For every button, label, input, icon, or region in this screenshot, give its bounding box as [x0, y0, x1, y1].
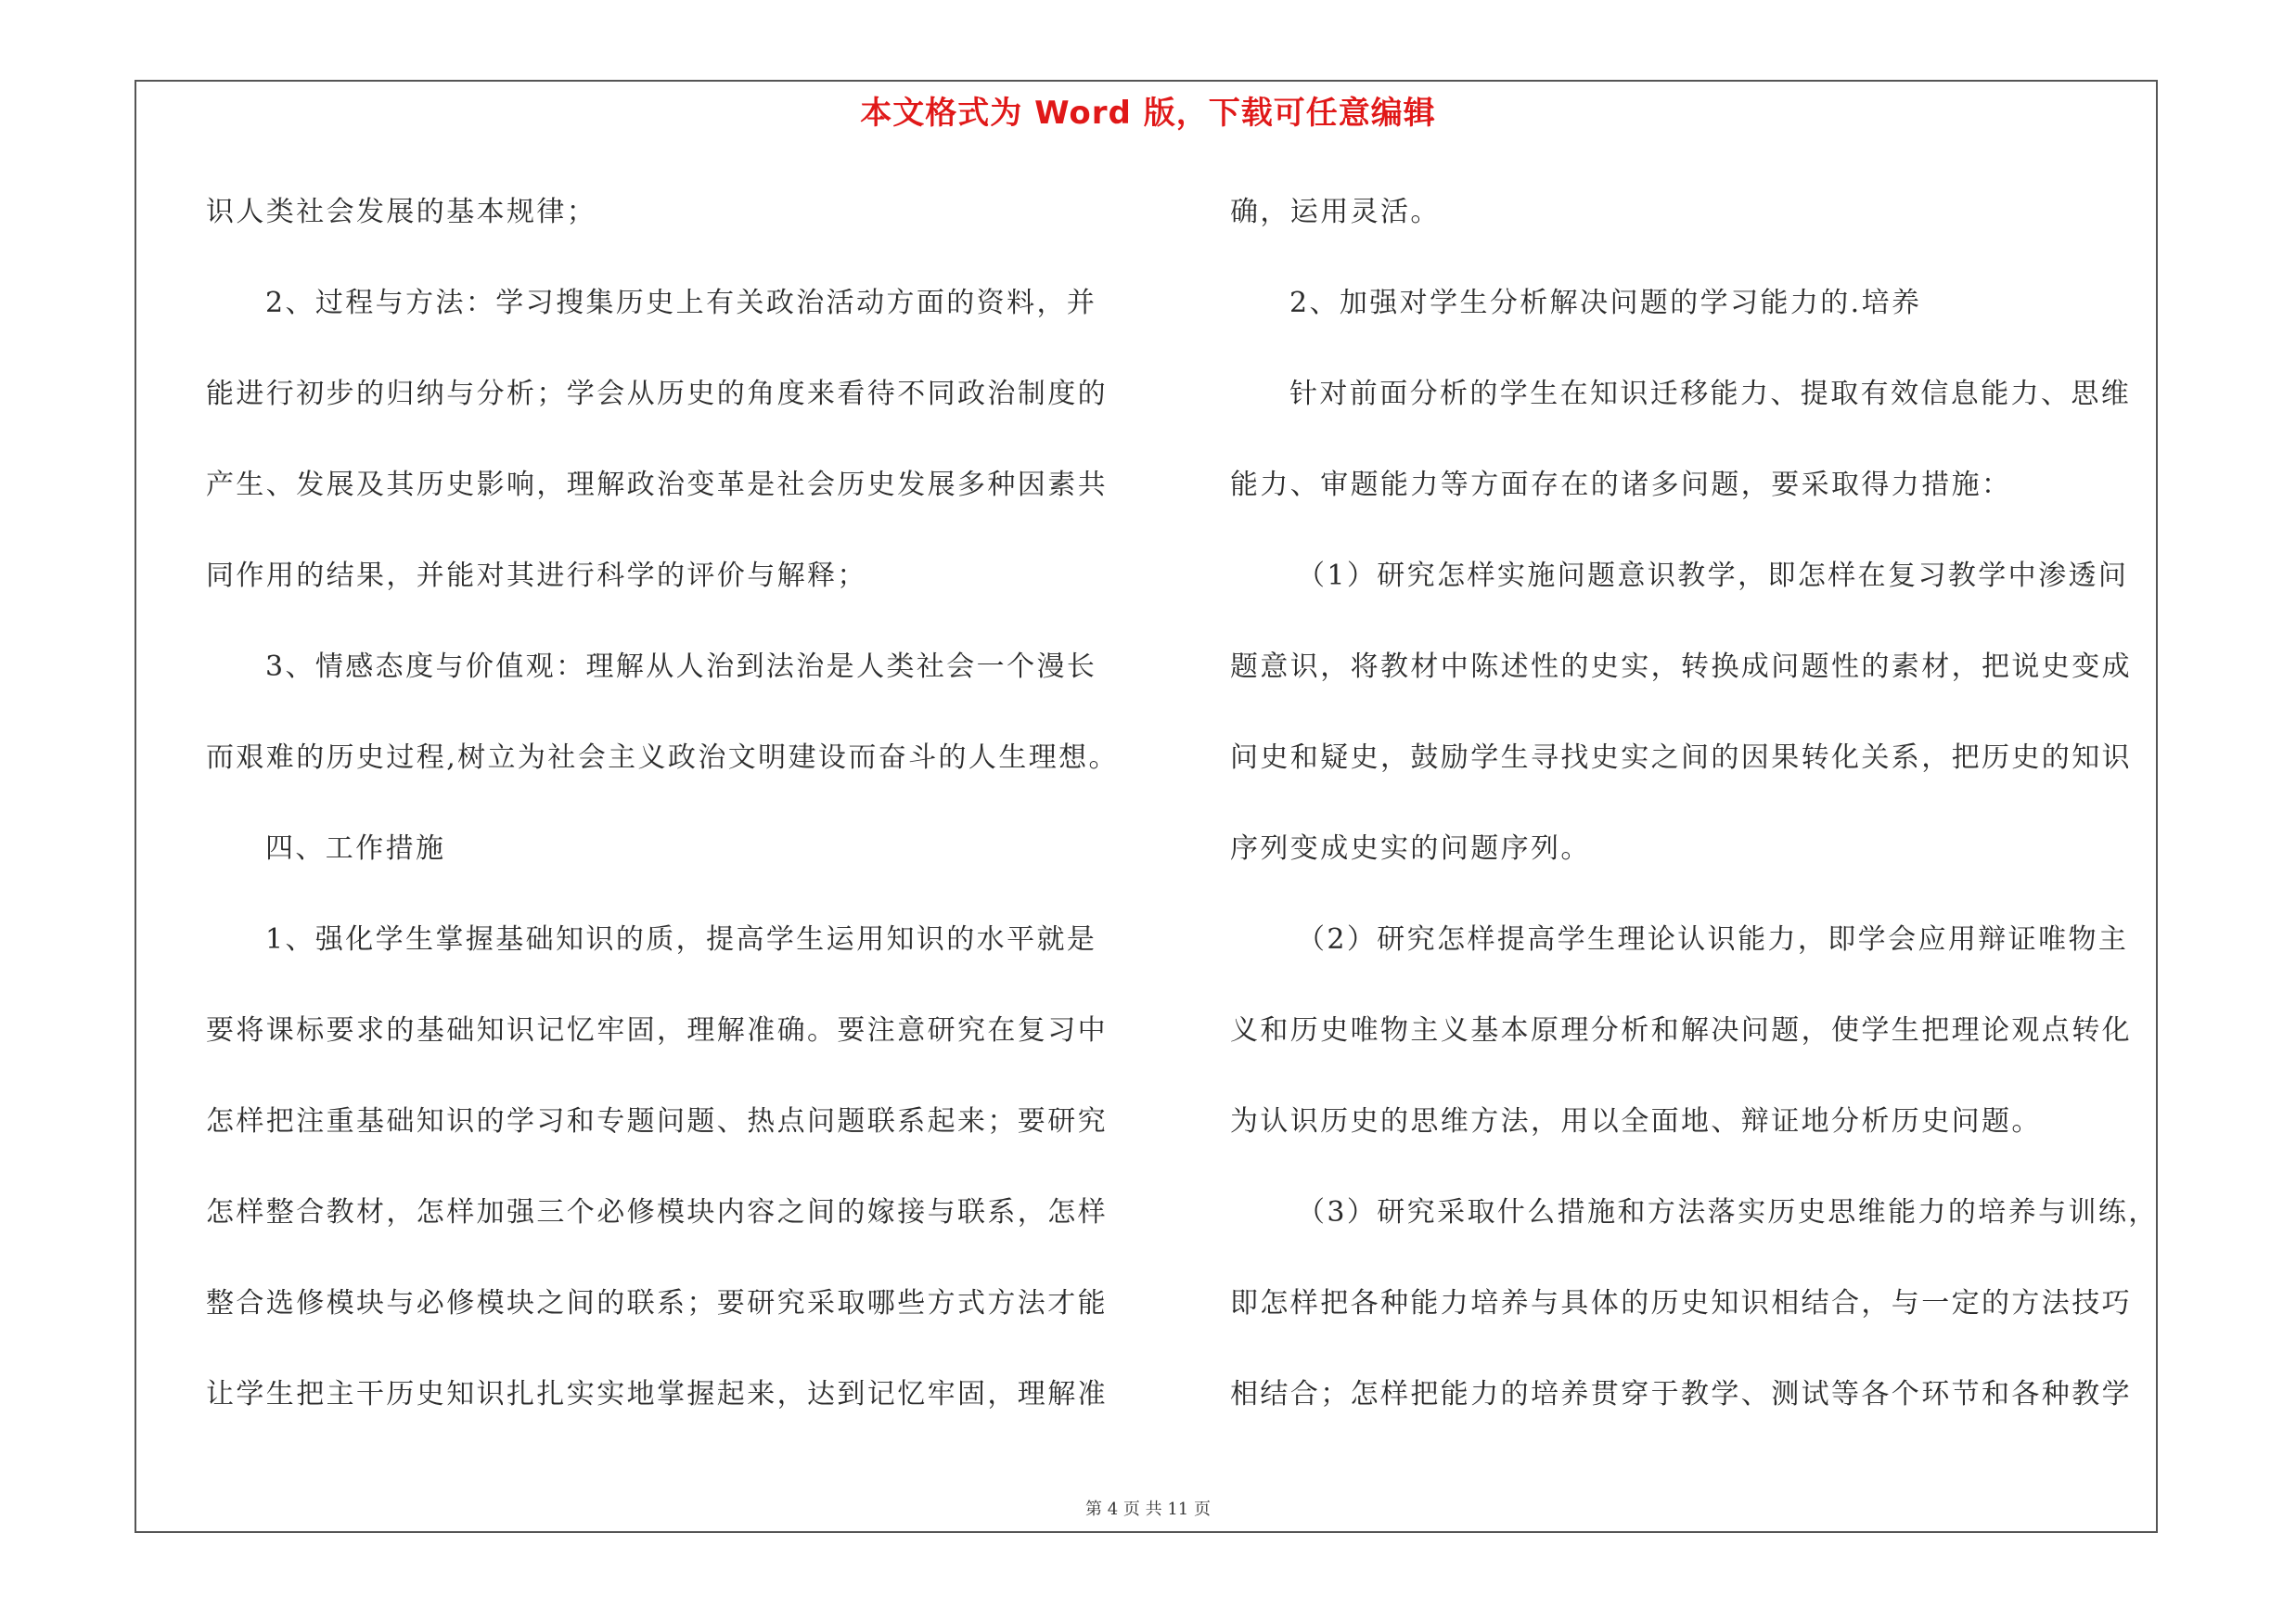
text-line: 相结合；怎样把能力的培养贯穿于教学、测试等各个环节和各种教学 [1230, 1378, 2132, 1410]
text-line: 3、情感态度与价值观：理解从人治到法治是人类社会一个漫长 [265, 650, 1097, 683]
text-line: 能进行初步的归纳与分析；学会从历史的角度来看待不同政治制度的 [206, 378, 1108, 410]
text-line: 怎样整合教材，怎样加强三个必修模块内容之间的嫁接与联系，怎样 [206, 1196, 1108, 1229]
left-text-column [206, 167, 1143, 1440]
text-line: 整合选修模块与必修模块之间的联系；要研究采取哪些方式方法才能 [206, 1287, 1108, 1320]
text-line: 问史和疑史，鼓励学生寻找史实之间的因果转化关系，把历史的知识 [1230, 741, 2132, 774]
section-heading: 四、工作措施 [265, 832, 446, 865]
text-line: （2）研究怎样提高学生理论认识能力，即学会应用辩证唯物主 [1297, 923, 2129, 956]
text-line: 题意识，将教材中陈述性的史实，转换成问题性的素材，把说史变成 [1230, 650, 2132, 683]
text-line: 让学生把主干历史知识扎扎实实地掌握起来，达到记忆牢固，理解准 [206, 1378, 1108, 1410]
text-line: 识人类社会发展的基本规律； [206, 196, 597, 228]
text-line: 要将课标要求的基础知识记忆牢固，理解准确。要注意研究在复习中 [206, 1014, 1108, 1047]
text-line: 为认识历史的思维方法，用以全面地、辩证地分析历史问题。 [1230, 1105, 2042, 1138]
word-format-banner: 本文格式为 Word 版，下载可任意编辑 [860, 95, 1436, 132]
text-line: 针对前面分析的学生在知识迁移能力、提取有效信息能力、思维 [1289, 378, 2132, 410]
text-line: 即怎样把各种能力培养与具体的历史知识相结合，与一定的方法技巧 [1230, 1287, 2132, 1320]
text-line: 1、强化学生掌握基础知识的质，提高学生运用知识的水平就是 [265, 923, 1097, 956]
text-line: 确，运用灵活。 [1230, 196, 1441, 228]
text-line: 义和历史唯物主义基本原理分析和解决问题，使学生把理论观点转化 [1230, 1014, 2132, 1047]
text-line: 同作用的结果，并能对其进行科学的评价与解释； [206, 560, 867, 592]
text-line: （1）研究怎样实施问题意识教学，即怎样在复习教学中渗透问 [1297, 560, 2129, 592]
text-line: 能力、审题能力等方面存在的诸多问题，要采取得力措施： [1230, 469, 2012, 501]
right-text-column [1230, 167, 2167, 1440]
page-number-footer: 第 4 页 共 11 页 [1085, 1500, 1211, 1519]
text-line: 而艰难的历史过程,树立为社会主义政治文明建设而奋斗的人生理想。 [206, 741, 1119, 774]
text-line: （3）研究采取什么措施和方法落实历史思维能力的培养与训练， [1297, 1196, 2159, 1229]
text-line: 2、加强对学生分析解决问题的学习能力的.培养 [1289, 287, 1922, 319]
text-line: 怎样把注重基础知识的学习和专题问题、热点问题联系起来；要研究 [206, 1105, 1108, 1138]
text-line: 序列变成史实的问题序列。 [1230, 832, 1591, 865]
text-line: 产生、发展及其历史影响，理解政治变革是社会历史发展多种因素共 [206, 469, 1108, 501]
text-line: 2、过程与方法：学习搜集历史上有关政治活动方面的资料，并 [265, 287, 1097, 319]
